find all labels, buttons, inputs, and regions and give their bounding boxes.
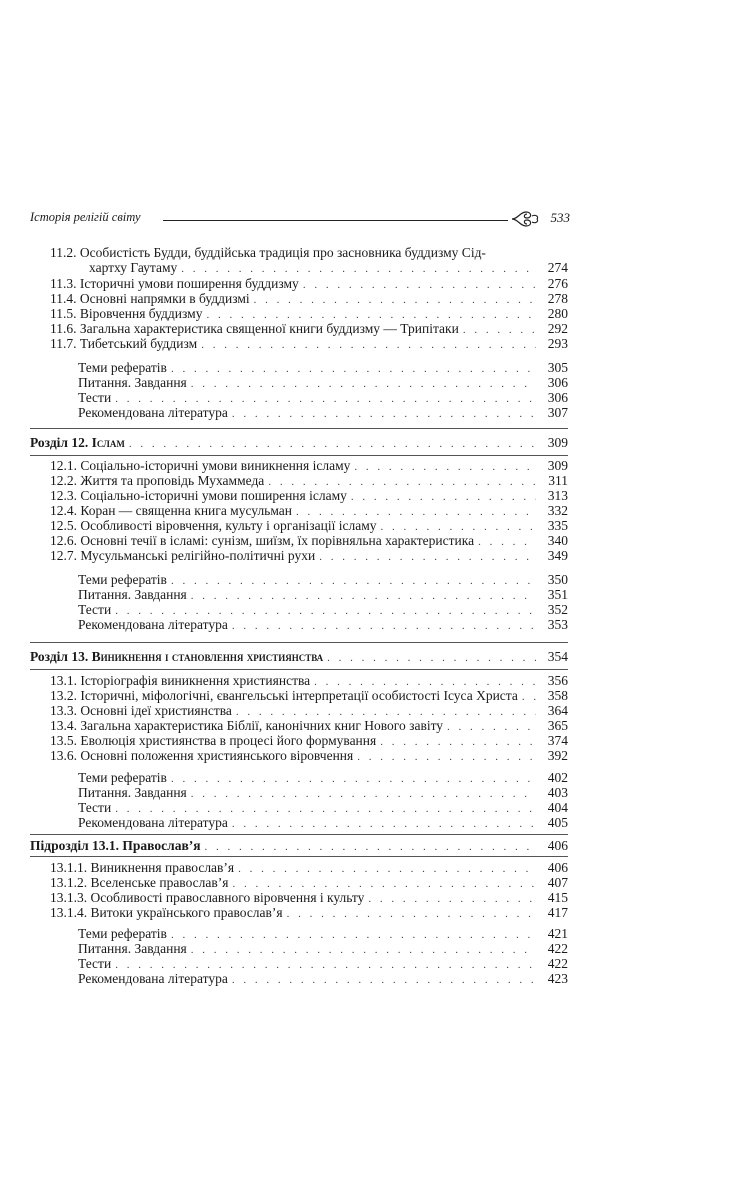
toc-extra [78, 785, 568, 801]
section-name: Виникнення і становлення християнства [91, 649, 324, 664]
entry-text: Історичні умови поширення буддизму [79, 276, 299, 291]
entry-number: 12.3. [50, 488, 77, 503]
entry-page: 356 [547, 673, 568, 688]
entry-number: 12.4. [50, 503, 77, 518]
entry-number: 11.3. [50, 276, 77, 291]
entry-title [50, 890, 368, 906]
toc-extra [78, 800, 568, 816]
entry-text: Загальна характеристика священної книги буддизму — Трипітаки [79, 321, 459, 336]
toc-entry-11-2 [50, 245, 568, 261]
dot-leader [287, 906, 536, 922]
entry-page: 402 [547, 770, 568, 785]
entry-page: 340 [547, 533, 568, 548]
entry-title [50, 473, 268, 489]
section-title [30, 435, 129, 451]
entry-number: 13.6. [50, 748, 77, 763]
entry-text: Історичні, міфологічні, євангельські інтерпретації особистості Ісуса Христа [80, 688, 518, 703]
toc-entry [50, 718, 568, 734]
entry-title: Теми рефератів [78, 360, 171, 376]
dot-leader [327, 650, 536, 666]
entry-page: 353 [547, 617, 568, 632]
entry-title [50, 688, 522, 704]
section-heading [30, 649, 568, 665]
toc-entry [50, 473, 568, 489]
toc-entry [50, 673, 568, 689]
entry-page: 403 [547, 785, 568, 800]
entry-title: Тести [78, 956, 115, 972]
entry-number: 13.5. [50, 733, 77, 748]
entry-title [50, 875, 232, 891]
entry-text: Основні течії в ісламі: сунізм, шиїзм, їх порівняльна характеристика [80, 533, 475, 548]
entry-page: 422 [547, 941, 568, 956]
entry-page: 404 [547, 800, 568, 815]
entry-page: 406 [547, 860, 568, 875]
entry-number: 13.1.3. [50, 890, 88, 905]
entry-page: 292 [547, 321, 568, 336]
entry-text: Мусульманські релігійно-політичні рухи [80, 548, 316, 563]
dot-leader [129, 436, 536, 452]
entry-title [50, 905, 287, 921]
entry-text: Еволюція християнства в процесі його формування [80, 733, 377, 748]
entry-page: 365 [547, 718, 568, 733]
entry-title [50, 276, 303, 292]
entry-page: 274 [547, 260, 568, 275]
entry-title: Тести [78, 800, 115, 816]
entry-text: Основні положення християнського віровчення [80, 748, 354, 763]
entry-page: 293 [547, 336, 568, 351]
entry-title [50, 518, 381, 534]
entry-text: Витоки українського православ’я [90, 905, 283, 920]
entry-page: 406 [547, 838, 568, 853]
entry-text: Виникнення православ’я [90, 860, 235, 875]
entry-page: 280 [547, 306, 568, 321]
entry-number: 12.1. [50, 458, 77, 473]
entry-title [50, 860, 238, 876]
dot-leader [357, 749, 536, 765]
entry-title: Питання. Завдання [78, 785, 191, 801]
entry-title [50, 533, 478, 549]
toc-extra [78, 617, 568, 633]
entry-number: 11.7. [50, 336, 77, 351]
entry-page: 417 [547, 905, 568, 920]
toc-entry [50, 905, 568, 921]
entry-title: Рекомендована література [78, 405, 232, 421]
entry-page: 352 [547, 602, 568, 617]
toc-entry [50, 291, 568, 307]
entry-page: 305 [547, 360, 568, 375]
entry-number: 12.5. [50, 518, 77, 533]
toc-entry [50, 458, 568, 474]
section-divider [30, 642, 568, 643]
toc-extra [78, 405, 568, 421]
toc-entry [50, 503, 568, 519]
entry-page: 415 [547, 890, 568, 905]
toc-entry [50, 733, 568, 749]
entry-text: Основні ідеї християнства [80, 703, 232, 718]
entry-title [50, 291, 254, 307]
entry-number: 12.6. [50, 533, 77, 548]
section-label: Розділ 12. [30, 435, 89, 450]
entry-page: 392 [547, 748, 568, 763]
entry-page: 309 [547, 435, 568, 450]
toc-extra [78, 587, 568, 603]
entry-number: 11.2. [50, 245, 77, 260]
dot-leader [201, 337, 536, 353]
toc-extra [78, 956, 568, 972]
entry-title: Тести [78, 602, 115, 618]
entry-title: Теми рефератів [78, 572, 171, 588]
entry-title [50, 503, 296, 519]
entry-number: 11.4. [50, 291, 77, 306]
entry-text: Коран — священна книга мусульман [80, 503, 293, 518]
entry-page: 278 [547, 291, 568, 306]
section-divider [30, 856, 568, 857]
entry-text: Історіографія виникнення християнства [80, 673, 311, 688]
toc-extra [78, 941, 568, 957]
entry-page: 335 [547, 518, 568, 533]
toc-entry [50, 548, 568, 564]
header-rule [163, 220, 508, 221]
dot-leader [232, 816, 536, 832]
toc-entry [50, 890, 568, 906]
entry-number: 12.2. [50, 473, 77, 488]
toc-entry [50, 875, 568, 891]
book-title: Історія релігій світу [30, 210, 141, 224]
entry-number: 13.1.1. [50, 860, 88, 875]
entry-page: 313 [547, 488, 568, 503]
entry-page: 358 [547, 688, 568, 703]
entry-title [50, 718, 447, 734]
entry-title [50, 488, 351, 504]
entry-page: 421 [547, 926, 568, 941]
entry-page: 423 [547, 971, 568, 986]
toc-entry [50, 488, 568, 504]
entry-title: Теми рефератів [78, 926, 171, 942]
entry-number: 13.1.2. [50, 875, 88, 890]
entry-number: 13.1.4. [50, 905, 88, 920]
toc-extra [78, 770, 568, 786]
entry-number: 11.6. [50, 321, 77, 336]
entry-page: 349 [547, 548, 568, 563]
section-title [30, 649, 327, 665]
section-name: Іслам [91, 435, 125, 450]
entry-number: 11.5. [50, 306, 77, 321]
toc-extra [78, 390, 568, 406]
section-divider [30, 834, 568, 835]
entry-title: Тести [78, 390, 115, 406]
entry-text: Життя та проповідь Мухаммеда [80, 473, 265, 488]
running-header [30, 208, 570, 230]
entry-page: 354 [547, 649, 568, 664]
toc-entry [50, 860, 568, 876]
entry-title [50, 548, 319, 564]
toc-entry [50, 748, 568, 764]
toc-entry [50, 688, 568, 704]
entry-title: Рекомендована література [78, 617, 232, 633]
entry-page: 309 [547, 458, 568, 473]
toc-entry [50, 703, 568, 719]
entry-title [50, 673, 314, 689]
toc-extra [78, 971, 568, 987]
dot-leader [232, 406, 536, 422]
toc-extra [78, 572, 568, 588]
entry-text: Особливості віровчення, культу і організації ісламу [80, 518, 377, 533]
toc-entry [50, 306, 568, 322]
entry-title [50, 245, 490, 261]
entry-number: 13.3. [50, 703, 77, 718]
entry-page: 276 [547, 276, 568, 291]
entry-title [50, 733, 380, 749]
entry-text: Особливості православного віровчення і культу [90, 890, 365, 905]
section-label: Розділ 13. [30, 649, 89, 664]
section-heading [30, 435, 568, 451]
toc-entry [50, 518, 568, 534]
entry-page: 374 [547, 733, 568, 748]
entry-page: 405 [547, 815, 568, 830]
entry-text: Віровчення буддизму [79, 306, 203, 321]
toc-entry [50, 336, 568, 352]
entry-title: Підрозділ 13.1. Православ’я [30, 838, 205, 854]
entry-page: 307 [547, 405, 568, 420]
toc-extra [78, 815, 568, 831]
entry-page: 407 [547, 875, 568, 890]
entry-page: 306 [547, 390, 568, 405]
entry-title: хартху Гаутаму [89, 260, 181, 276]
entry-number: 13.2. [50, 688, 77, 703]
toc-extra [78, 926, 568, 942]
entry-text: Особистість Будди, буддійська традиція про засновника буддизму Сід- [79, 245, 486, 260]
entry-title: Питання. Завдання [78, 941, 191, 957]
entry-number: 12.7. [50, 548, 77, 563]
toc-extra [78, 375, 568, 391]
entry-page: 422 [547, 956, 568, 971]
entry-page: 350 [547, 572, 568, 587]
entry-text: Соціально-історичні умови виникнення ісламу [80, 458, 351, 473]
toc-entry [50, 321, 568, 337]
entry-page: 364 [547, 703, 568, 718]
entry-title: Питання. Завдання [78, 375, 191, 391]
page-number: 533 [550, 210, 570, 225]
entry-text: Соціально-історичні умови поширення ісламу [80, 488, 347, 503]
entry-title [50, 703, 236, 719]
entry-number: 13.4. [50, 718, 77, 733]
subsection-heading [30, 838, 568, 854]
toc-entry [50, 276, 568, 292]
ornament-icon [510, 208, 542, 230]
entry-title: Рекомендована література [78, 971, 232, 987]
entry-text: Основні напрямки в буддизмі [79, 291, 250, 306]
toc-entry-11-2-cont [89, 260, 568, 276]
entry-title [50, 336, 201, 352]
dot-leader [232, 618, 536, 634]
dot-leader [205, 839, 536, 855]
section-divider [30, 428, 568, 429]
entry-title [50, 321, 463, 337]
entry-text: Тибетський буддизм [79, 336, 198, 351]
entry-page: 306 [547, 375, 568, 390]
toc-entry [50, 533, 568, 549]
entry-title: Рекомендована література [78, 815, 232, 831]
dot-leader [319, 549, 536, 565]
entry-page: 311 [548, 473, 568, 488]
section-divider [30, 669, 568, 670]
entry-page: 332 [547, 503, 568, 518]
entry-title: Питання. Завдання [78, 587, 191, 603]
entry-title: Теми рефератів [78, 770, 171, 786]
section-divider [30, 455, 568, 456]
toc-extra [78, 602, 568, 618]
entry-text: Загальна характеристика Біблії, канонічних книг Нового завіту [80, 718, 444, 733]
entry-page: 351 [547, 587, 568, 602]
dot-leader [232, 972, 536, 988]
entry-number: 13.1. [50, 673, 77, 688]
dot-leader [181, 261, 536, 277]
entry-title [50, 306, 206, 322]
entry-text: Вселенське православ’я [90, 875, 229, 890]
entry-title [50, 748, 357, 764]
toc-extra [78, 360, 568, 376]
entry-title [50, 458, 354, 474]
